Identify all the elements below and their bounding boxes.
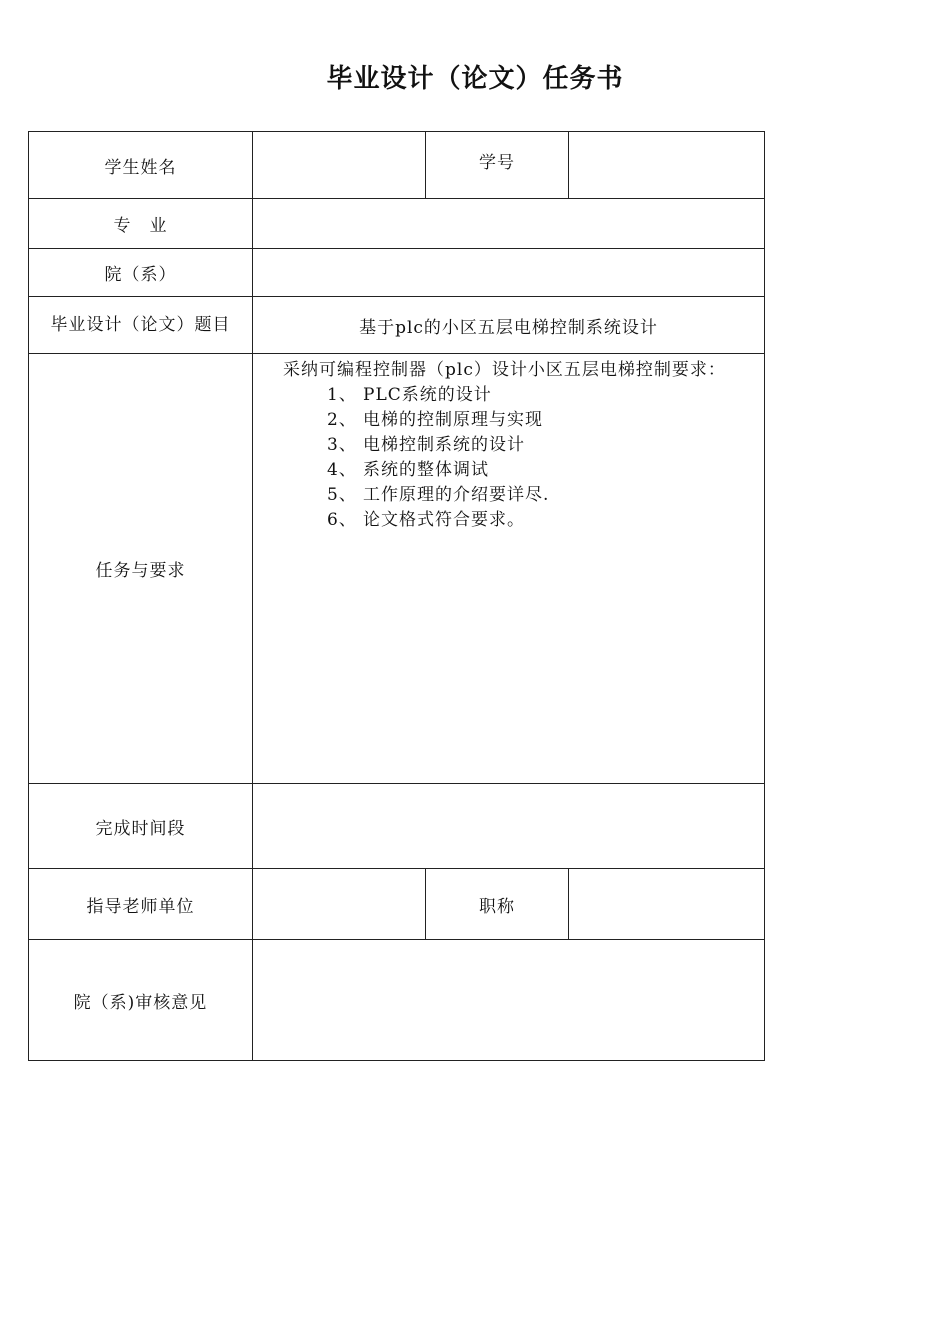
list-item-text: 论文格式符合要求。 [363, 510, 525, 530]
list-item [327, 408, 764, 433]
period-field[interactable] [253, 784, 765, 869]
topic-label: 毕业设计（论文）题目 [29, 297, 253, 354]
list-item [327, 458, 764, 483]
page-title: 毕业设计（论文）任务书 [326, 64, 624, 94]
task-list [253, 383, 764, 533]
list-item-number: 6、 [327, 510, 357, 530]
list-item [327, 433, 764, 458]
task-content[interactable] [253, 354, 765, 784]
advisor-unit-label: 指导老师单位 [29, 869, 253, 940]
list-item-text: 电梯控制系统的设计 [363, 435, 525, 455]
department-label: 院（系） [29, 249, 253, 297]
advisor-unit-field[interactable] [253, 869, 426, 940]
task-form-table [28, 131, 765, 1061]
list-item [327, 383, 764, 408]
student-name-label: 学生姓名 [29, 132, 253, 199]
list-item [327, 508, 764, 533]
list-item-text: PLC系统的设计 [363, 385, 492, 405]
list-item-number: 2、 [327, 410, 357, 430]
list-item-number: 1、 [327, 385, 357, 405]
department-field[interactable] [253, 249, 765, 297]
list-item-text: 系统的整体调试 [363, 460, 489, 480]
student-name-field[interactable] [253, 132, 426, 199]
list-item [327, 483, 764, 508]
major-label: 专 业 [29, 199, 253, 249]
list-item-number: 3、 [327, 435, 357, 455]
title-rank-label: 职称 [426, 869, 569, 940]
review-field[interactable] [253, 940, 765, 1061]
task-intro: 采纳可编程控制器（plc）设计小区五层电梯控制要求： [283, 360, 726, 380]
review-label: 院（系)审核意见 [29, 940, 253, 1061]
student-id-label: 学号 [426, 132, 569, 199]
student-id-field[interactable] [569, 132, 765, 199]
list-item-number: 4、 [327, 460, 357, 480]
topic-value[interactable]: 基于plc的小区五层电梯控制系统设计 [253, 297, 765, 354]
period-label: 完成时间段 [29, 784, 253, 869]
major-field[interactable] [253, 199, 765, 249]
list-item-text: 工作原理的介绍要详尽. [363, 485, 550, 505]
list-item-text: 电梯的控制原理与实现 [363, 410, 543, 430]
title-rank-field[interactable] [569, 869, 765, 940]
task-label: 任务与要求 [29, 354, 253, 784]
list-item-number: 5、 [327, 485, 357, 505]
